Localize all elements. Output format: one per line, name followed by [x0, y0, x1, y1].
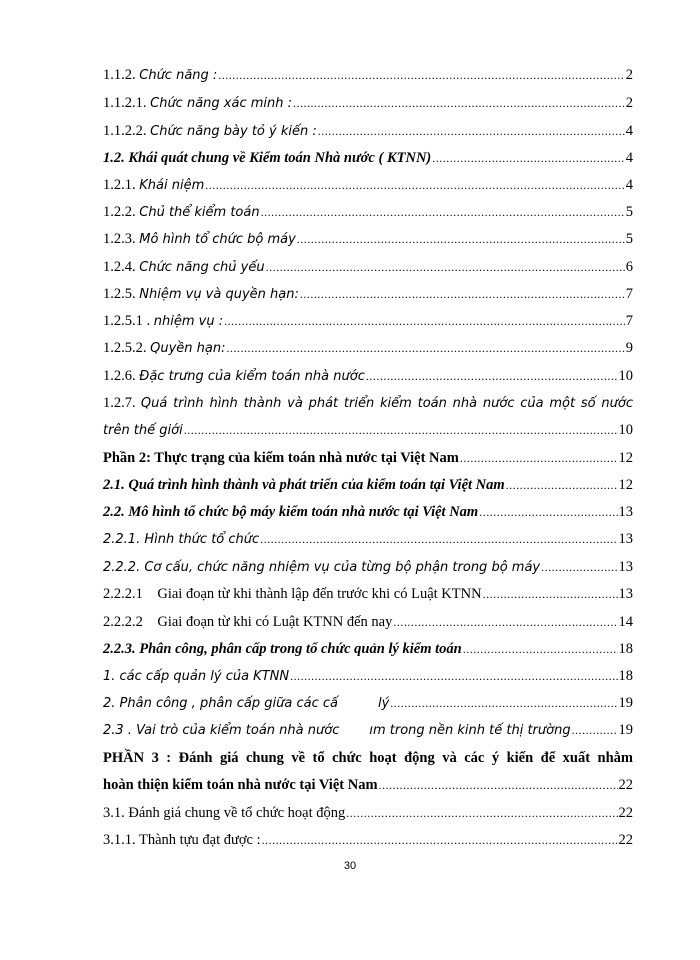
- toc-entry-1-2-5[interactable]: 1.2.5. Nhiệm vụ và quyền hạn: ..... 7: [103, 283, 633, 305]
- toc-entry-2-3[interactable]: 2.3 . Vai trò của kiểm toán nhà nước ım trong nền kinh tế thị trường ..... 19: [103, 719, 633, 741]
- toc-entry-1-2-5-2[interactable]: 1.2.5.2. Quyền hạn: ..... 9: [103, 337, 633, 359]
- toc-entry-3-1-1[interactable]: 3.1.1. Thành tựu đạt được : ..... 22: [103, 829, 633, 851]
- toc-entry-1-2[interactable]: 1.2. Khái quát chung về Kiểm toán Nhà nước ( KTNN) ..... 4: [103, 147, 633, 169]
- toc-entry-1-2-2[interactable]: 1.2.2. Chủ thể kiểm toán ..... 5: [103, 201, 633, 223]
- toc-entry-2-2-2-2[interactable]: 2.2.2.2 Giai đoạn từ khi có Luật KTNN đến nay ..... 14: [103, 611, 633, 633]
- toc-entry-3-1[interactable]: 3.1. Đánh giá chung về tổ chức hoạt động ..... 22: [103, 802, 633, 824]
- toc-entry-1-2-4[interactable]: 1.2.4. Chức năng chủ yếu ..... 6: [103, 256, 633, 278]
- toc-entry-1-2-7-line2[interactable]: trên thế giới ..... 10: [103, 419, 633, 441]
- toc-entry-1-1-2-1[interactable]: 1.1.2.1. Chức năng xác minh : ..... 2: [103, 92, 633, 114]
- toc-entry-part-2[interactable]: Phần 2: Thực trạng của kiểm toán nhà nước tại Việt Nam ..... 12: [103, 447, 633, 469]
- toc-entry-2-2-2[interactable]: 2.2.2. Cơ cấu, chức năng nhiệm vụ của từng bộ phận trong bộ máy ..... 13: [103, 556, 633, 578]
- toc-entry-1-1-2-2[interactable]: 1.1.2.2. Chức năng bày tỏ ý kiến : ..... 4: [103, 120, 633, 142]
- toc-entry-2-2[interactable]: 2.2. Mô hình tổ chức bộ máy kiểm toán nhà nước tại Việt Nam ..... 13: [103, 501, 633, 523]
- toc-entry-2-2-3[interactable]: 2.2.3. Phân công, phân cấp trong tổ chức quản lý kiểm toán ..... 18: [103, 638, 633, 660]
- toc-entry-2-2-1[interactable]: 2.2.1. Hình thức tổ chức ..... 13: [103, 528, 633, 550]
- toc-entry-sub-1[interactable]: 1. các cấp quản lý của KTNN ..... 18: [103, 665, 633, 687]
- toc-entry-1-2-1[interactable]: 1.2.1. Khái niệm ..... 4: [103, 174, 633, 196]
- toc-entry-1-2-3[interactable]: 1.2.3. Mô hình tổ chức bộ máy ..... 5: [103, 228, 633, 250]
- toc-entry-1-1-2[interactable]: 1.1.2. Chức năng : ..... 2: [103, 64, 633, 86]
- toc-entry-1-2-5-1[interactable]: 1.2.5.1 . nhiệm vụ : ..... 7: [103, 310, 633, 332]
- toc-entry-2-2-2-1[interactable]: 2.2.2.1 Giai đoạn từ khi thành lập đến trước khi có Luật KTNN ..... 13: [103, 583, 633, 605]
- toc-entry-sub-2[interactable]: 2. Phân công , phân cấp giữa các cấ lý ..... 19: [103, 692, 633, 714]
- toc-entry-1-2-7-line1[interactable]: 1.2.7. Quá trình hình thành và phát triển kiểm toán nhà nước của một số nước: [103, 395, 633, 411]
- toc-entry-part-3-line1[interactable]: PHẦN 3 : Đánh giá chung về tổ chức hoạt động và các ý kiến để xuất nhằm: [103, 750, 633, 766]
- toc-entry-part-3-line2[interactable]: hoàn thiện kiểm toán nhà nước tại Việt Nam ..... 22: [103, 774, 633, 796]
- toc-entry-2-1[interactable]: 2.1. Quá trình hình thành và phát triển của kiểm toán tại Việt Nam ..... 12: [103, 474, 633, 496]
- toc-entry-1-2-6[interactable]: 1.2.6. Đặc trưng của kiểm toán nhà nước ..... 10: [103, 365, 633, 387]
- page-number: 30: [343, 860, 357, 872]
